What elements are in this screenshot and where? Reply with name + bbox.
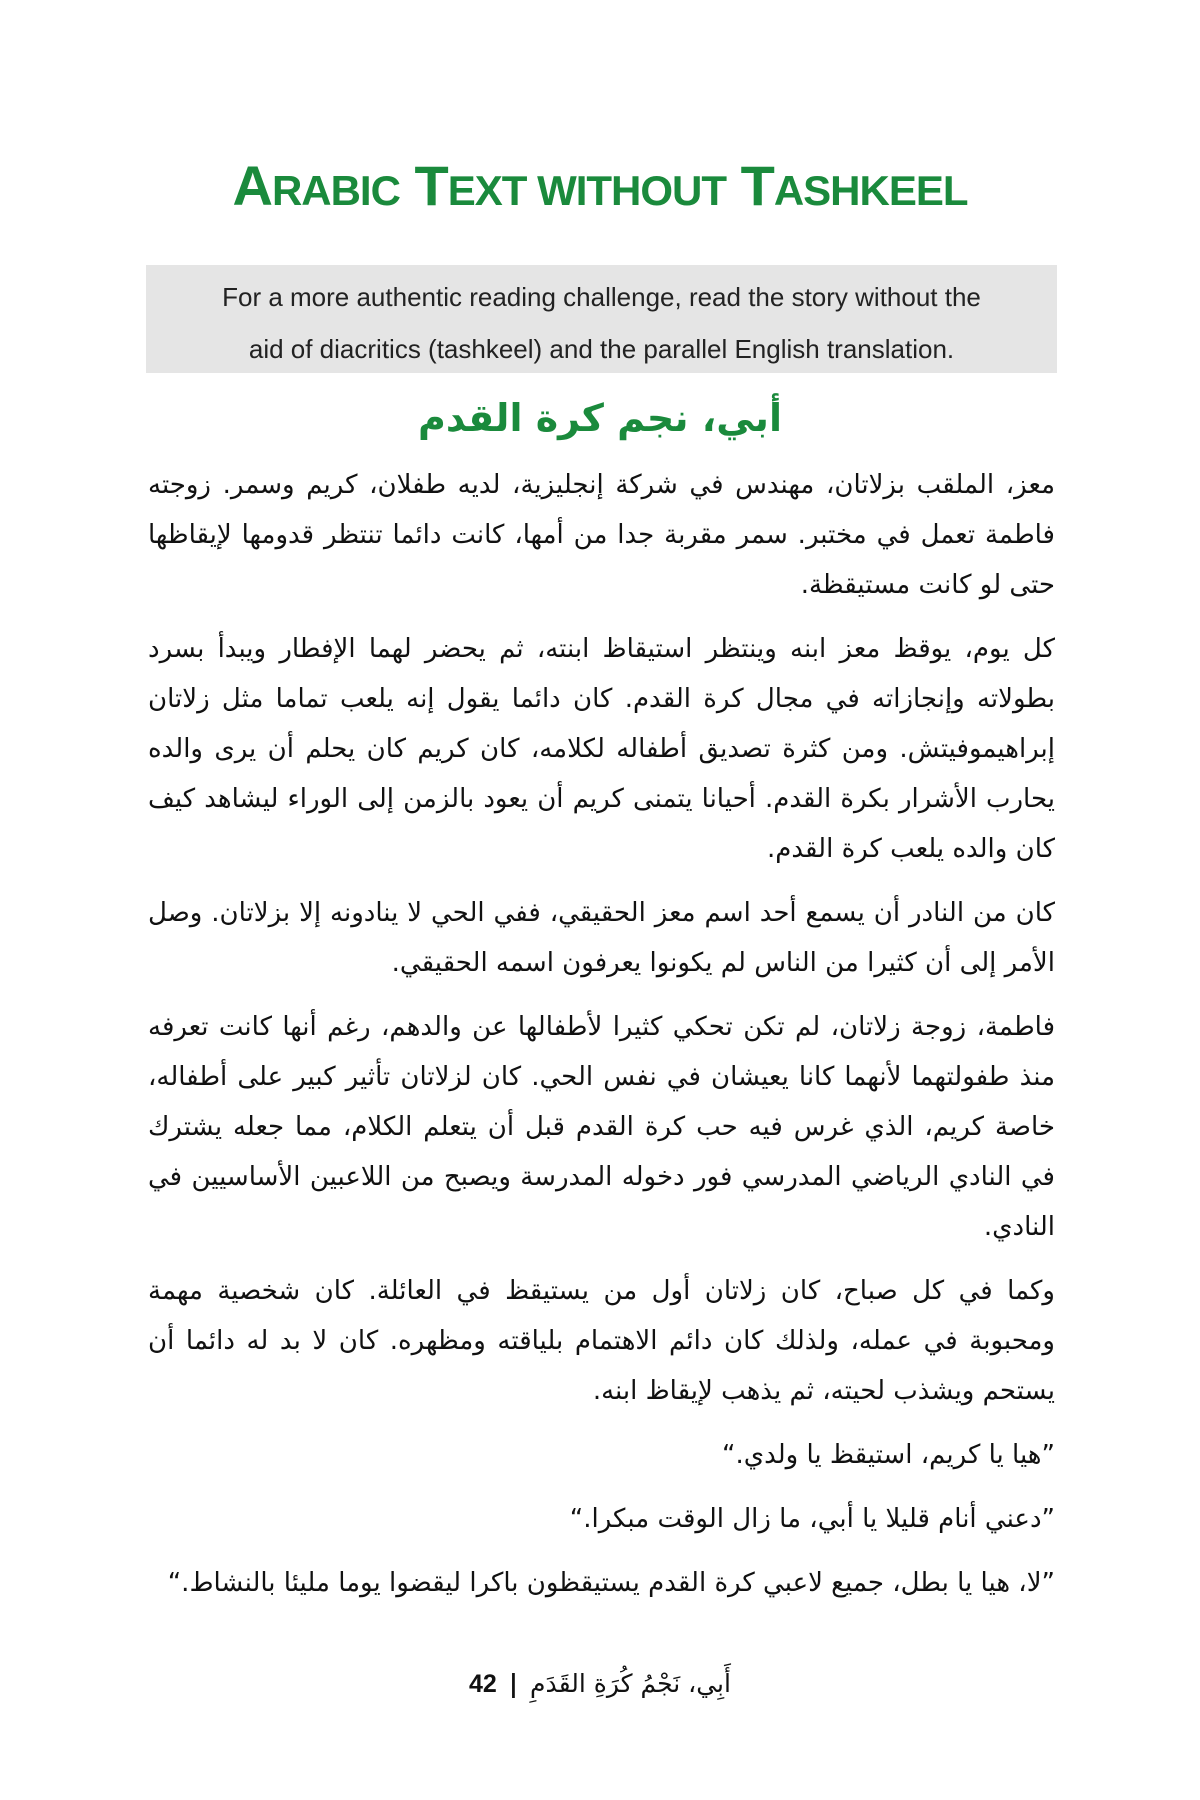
- intro-line-1: For a more authentic reading challenge, read the story without the: [222, 282, 981, 312]
- dialogue-line-2: ”دعني أنام قليلا يا أبي، ما زال الوقت مبكرا.“: [569, 1504, 1055, 1534]
- story-paragraph-3: كان من النادر أن يسمع أحد اسم معز الحقيقي، ففي الحي لا ينادونه إلا بزلاتان. وصل الأمر إلى أن كثيرا من الناس لم يكونوا يعرفون اسمه الحقيقي.: [148, 898, 1055, 978]
- page-number: 42: [469, 1670, 497, 1698]
- intro-box: [146, 265, 1057, 373]
- intro-line-2: aid of diacritics (tashkeel) and the parallel English translation.: [248, 334, 955, 364]
- story-paragraph-2: كل يوم، يوقظ معز ابنه وينتظر استيقاظ ابنته، ثم يحضر لهما الإفطار ويبدأ بسرد بطولاته وإنجازاته في مجال كرة القدم. كان دائما يقول إنه يلعب تماما مثل زلاتان إبراهيموفيتش. ومن كثرة تصديق أطفاله لكلامه، كان كريم كان يحلم أن يرى والده يحارب الأشرار بكرة القدم. أحيانا يتمنى كريم أن يعود بالزمن إلى الوراء ليشاهد كيف كان والده يلعب كرة القدم.: [148, 634, 1055, 864]
- footer-book-title: أَبِي، نَجْمُ كُرَةِ القَدَمِ: [529, 1669, 731, 1698]
- story-title: أبي، نجم كرة القدم: [418, 396, 782, 440]
- story-paragraph-4: فاطمة، زوجة زلاتان، لم تكن تحكي كثيرا لأطفالها عن والدهم، رغم أنها كانت تعرفه منذ طفولتهما لأنهما كانا يعيشان في نفس الحي. كان لزلاتان تأثير كبير على أطفاله، خاصة كريم، الذي غرس فيه حب كرة القدم قبل أن يتعلم الكلام، مما جعله يشترك في النادي الرياضي المدرسي فور دخوله المدرسة ويصبح من اللاعبين الأساسيين في النادي.: [148, 1012, 1055, 1242]
- footer-separator: |: [508, 1669, 518, 1698]
- page-footer: [0, 1664, 1200, 1704]
- dialogue-line-3: ”لا، هيا يا بطل، جميع لاعبي كرة القدم يستيقظون باكرا ليقضوا يوما مليئا بالنشاط.“: [167, 1568, 1055, 1598]
- story-paragraph-1: معز، الملقب بزلاتان، مهندس في شركة إنجليزية، لديه طفلان، كريم وسمر. زوجته فاطمة تعمل في مختبر. سمر مقربة جدا من أمها، كانت دائما تنتظر قدومها لإيقاظها حتى لو كانت مستيقظة.: [148, 470, 1055, 600]
- story-body: [148, 460, 1055, 1622]
- story-paragraph-5: وكما في كل صباح، كان زلاتان أول من يستيقظ في العائلة. كان شخصية مهمة ومحبوبة في عمله، ولذلك كان دائم الاهتمام بلياقته ومظهره. كان لا بد له دائما أن يستحم ويشذب لحيته، ثم يذهب لإيقاظ ابنه.: [148, 1276, 1055, 1406]
- page-title: ARABIC TEXT WITHOUT TASHKEEL: [232, 154, 968, 217]
- dialogue-line-1: ”هيا يا كريم، استيقظ يا ولدي.“: [722, 1440, 1055, 1470]
